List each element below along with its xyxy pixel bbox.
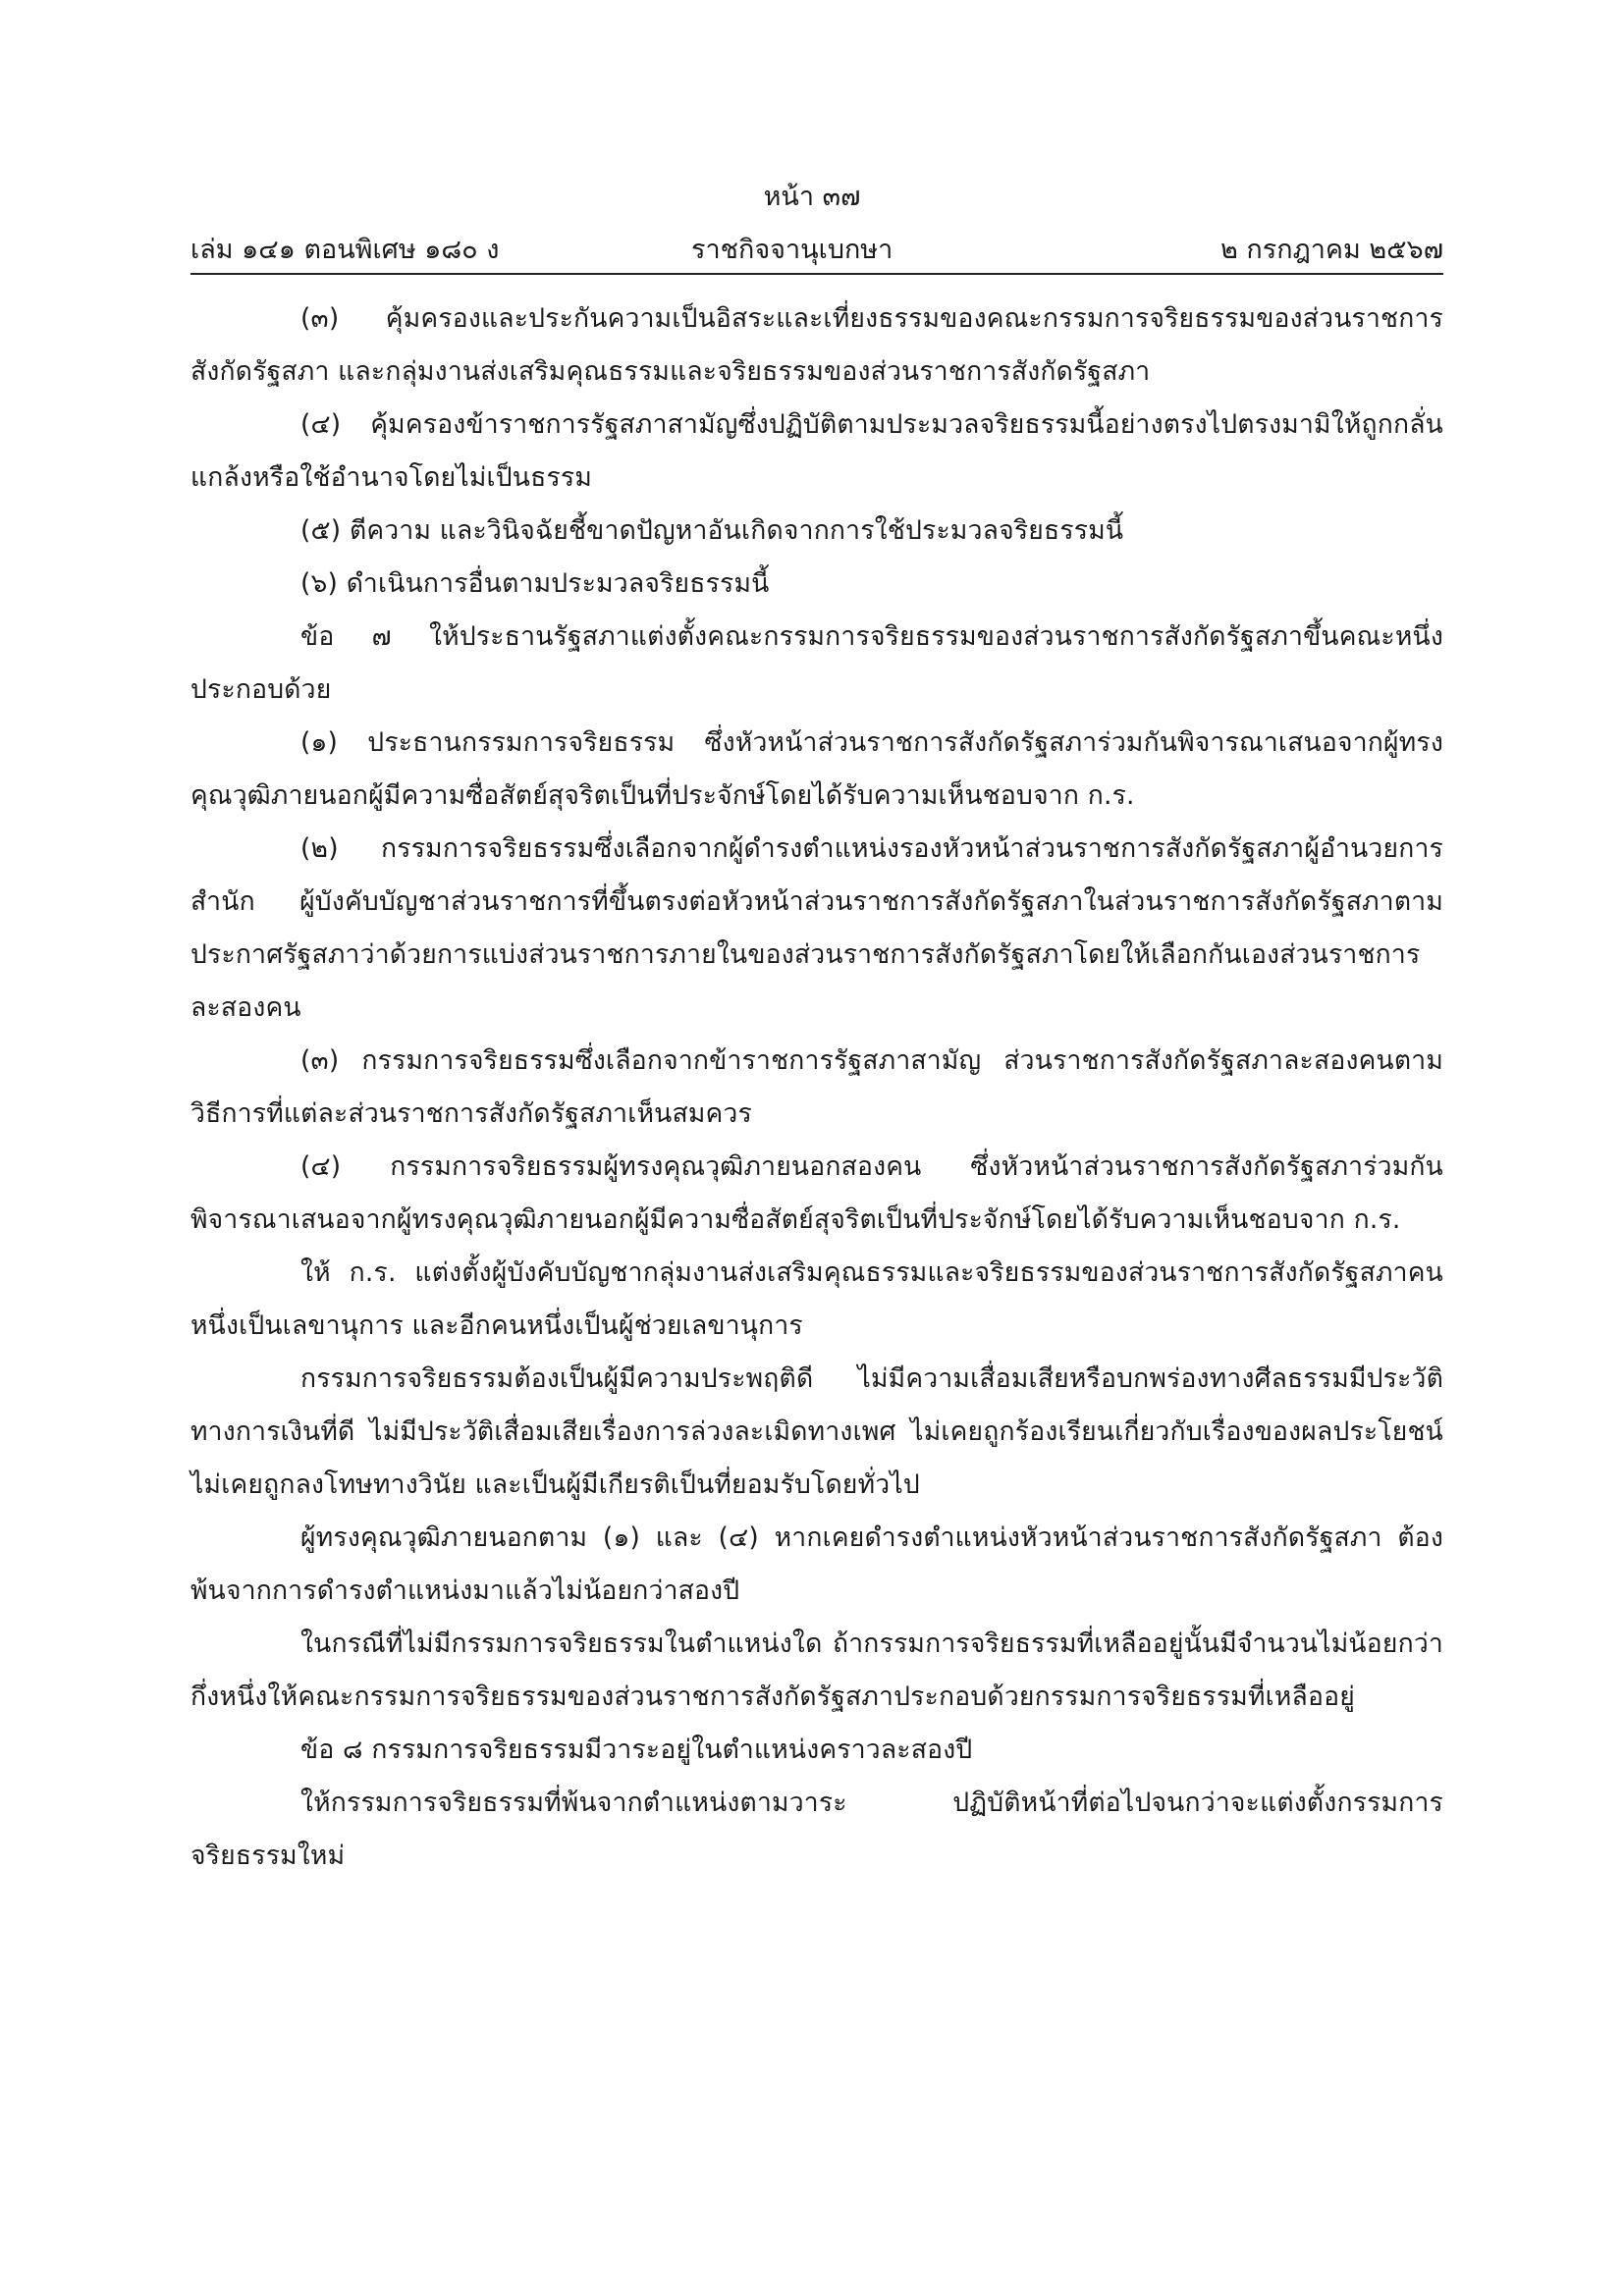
paragraph-external-experts: ผู้ทรงคุณวุฒิภายนอกตาม (๑) และ (๔) หากเคยดำรงตำแหน่งหัวหน้าส่วนราชการสังกัดรัฐสภา ต้องพ้นจากการดำรงตำแหน่งมาแล้วไม่น้อยกว่าสองปี: [190, 1522, 1443, 1606]
paragraph-term-continuation: ให้กรรมการจริยธรรมที่พ้นจากตำแหน่งตามวาระ ปฏิบัติหน้าที่ต่อไปจนกว่าจะแต่งตั้งกรรมการจริยธรรมใหม่: [190, 1788, 1443, 1871]
header-divider: [190, 273, 1443, 275]
paragraph-secretary: ให้ ก.ร. แต่งตั้งผู้บังคับบัญชากลุ่มงานส่งเสริมคุณธรรมและจริยธรรมของส่วนราชการสังกัดรัฐสภาคนหนึ่งเป็นเลขานุการ และอีกคนหนึ่งเป็นผู้ช่วยเลขานุการ: [190, 1257, 1443, 1341]
publication-date: ๒ กรกฎาคม ๒๕๖๗: [1220, 235, 1443, 265]
document-body: [190, 293, 1443, 1883]
paragraph-member-2: (๒) กรรมการจริยธรรมซึ่งเลือกจากผู้ดำรงตำแหน่งรองหัวหน้าส่วนราชการสังกัดรัฐสภาผู้อำนวยการสำนัก ผู้บังคับบัญชาส่วนราชการที่ขึ้นตรงต่อหัวหน้าส่วนราชการสังกัดรัฐสภาในส่วนราชการสังกัดรัฐสภาตามประกาศรัฐสภาว่าด้วยการแบ่งส่วนราชการภายในของส่วนราชการสังกัดรัฐสภาโดยให้เลือกกันเองส่วนราชการละสองคน: [190, 833, 1443, 1023]
paragraph-member-4: (๔) กรรมการจริยธรรมผู้ทรงคุณวุฒิภายนอกสองคน ซึ่งหัวหน้าส่วนราชการสังกัดรัฐสภาร่วมกันพิจารณาเสนอจากผู้ทรงคุณวุฒิภายนอกผู้มีความซื่อสัตย์สุจริตเป็นที่ประจักษ์โดยได้รับความเห็นชอบจาก ก.ร.: [190, 1151, 1443, 1235]
paragraph-clause-5: (๕) ตีความ และวินิจฉัยชี้ขาดปัญหาอันเกิดจากการใช้ประมวลจริยธรรมนี้: [300, 515, 1124, 546]
paragraph-clause-3: (๓) คุ้มครองและประกันความเป็นอิสระและเที่ยงธรรมของคณะกรรมการจริยธรรมของส่วนราชการสังกัดรัฐสภา และกลุ่มงานส่งเสริมคุณธรรมและจริยธรรมของส่วนราชการสังกัดรัฐสภา: [190, 303, 1443, 387]
volume-info: เล่ม ๑๔๑ ตอนพิเศษ ๑๘๐ ง: [190, 235, 500, 265]
paragraph-article-8: ข้อ ๘ กรรมการจริยธรรมมีวาระอยู่ในตำแหน่งคราวละสองปี: [300, 1735, 973, 1765]
paragraph-article-7: ข้อ ๗ ให้ประธานรัฐสภาแต่งตั้งคณะกรรมการจริยธรรมของส่วนราชการสังกัดรัฐสภาขึ้นคณะหนึ่ง ประกอบด้วย: [190, 621, 1443, 705]
paragraph-member-3: (๓) กรรมการจริยธรรมซึ่งเลือกจากข้าราชการรัฐสภาสามัญ ส่วนราชการสังกัดรัฐสภาละสองคนตามวิธีการที่แต่ละส่วนราชการสังกัดรัฐสภาเห็นสมควร: [190, 1045, 1443, 1129]
paragraph-clause-4: (๔) คุ้มครองข้าราชการรัฐสภาสามัญซึ่งปฏิบัติตามประมวลจริยธรรมนี้อย่างตรงไปตรงมามิให้ถูกกลั่นแกล้งหรือใช้อำนาจโดยไม่เป็นธรรม: [190, 409, 1443, 493]
paragraph-vacancy: ในกรณีที่ไม่มีกรรมการจริยธรรมในตำแหน่งใด ถ้ากรรมการจริยธรรมที่เหลืออยู่นั้นมีจำนวนไม่น้อยกว่ากึ่งหนึ่งให้คณะกรรมการจริยธรรมของส่วนราชการสังกัดรัฐสภาประกอบด้วยกรรมการจริยธรรมที่เหลืออยู่: [190, 1629, 1443, 1712]
paragraph-member-1: (๑) ประธานกรรมการจริยธรรม ซึ่งหัวหน้าส่วนราชการสังกัดรัฐสภาร่วมกันพิจารณาเสนอจากผู้ทรงคุณวุฒิภายนอกผู้มีความซื่อสัตย์สุจริตเป็นที่ประจักษ์โดยได้รับความเห็นชอบจาก ก.ร.: [190, 727, 1443, 811]
gazette-title: ราชกิจจานุเบกษา: [691, 235, 893, 265]
paragraph-qualifications: กรรมการจริยธรรมต้องเป็นผู้มีความประพฤติดี ไม่มีความเสื่อมเสียหรือบกพร่องทางศีลธรรมมีประวัติทางการเงินที่ดี ไม่มีประวัติเสื่อมเสียเรื่องการล่วงละเมิดทางเพศ ไม่เคยถูกร้องเรียนเกี่ยวกับเรื่องของผลประโยชน์ ไม่เคยถูกลงโทษทางวินัย และเป็นผู้มีเกียรติเป็นที่ยอมรับโดยทั่วไป: [190, 1363, 1443, 1500]
page-number: หน้า ๓๗: [763, 182, 861, 212]
paragraph-clause-6: (๖) ดำเนินการอื่นตามประมวลจริยธรรมนี้: [300, 568, 770, 599]
gazette-header: [190, 228, 1443, 271]
